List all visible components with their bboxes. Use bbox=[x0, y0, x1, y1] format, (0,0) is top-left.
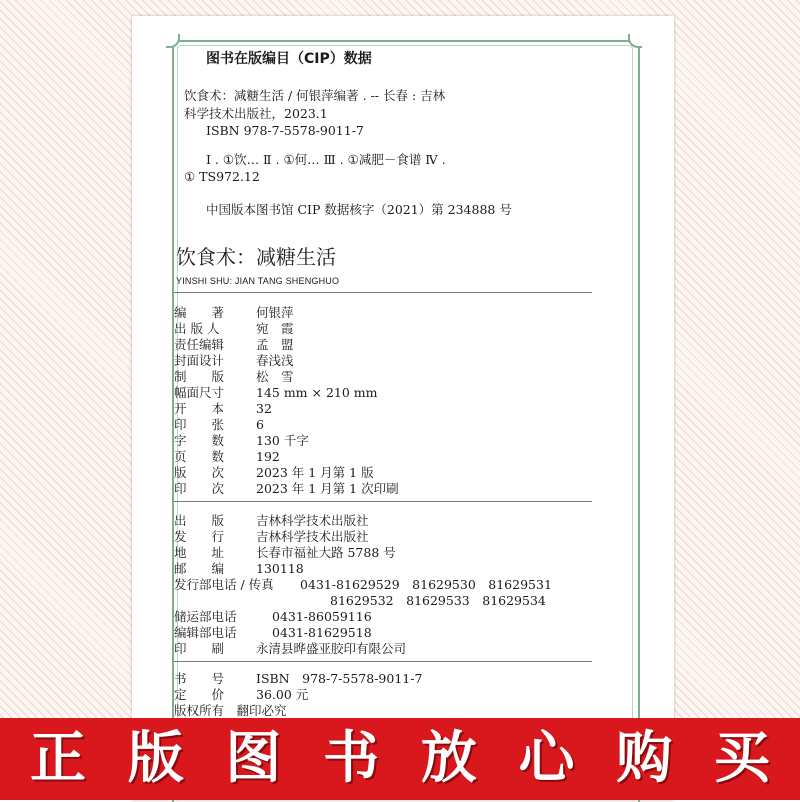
promo-banner bbox=[0, 718, 800, 800]
sales-phone-label: 发行部电话 / 传真 bbox=[174, 577, 274, 592]
cip-classification: Ⅰ . ①饮… Ⅱ . ①何… Ⅲ . ①减肥－食谱 Ⅳ . bbox=[206, 152, 446, 167]
banner-char: 心 bbox=[518, 726, 575, 791]
banner-char: 放 bbox=[420, 726, 477, 791]
divider bbox=[174, 661, 592, 662]
cip-classification: ① TS972.12 bbox=[184, 169, 260, 184]
cip-isbn: ISBN 978-7-5578-9011-7 bbox=[206, 123, 364, 138]
copyright-notice: 版权所有 翻印必究 bbox=[174, 703, 287, 718]
divider bbox=[174, 501, 592, 502]
copyright-page: 图书在版编目（CIP）数据 饮食术：减糖生活 / 何银萍编著 . -- 长春 : 吉林 科学技术出版社，2023.1 ISBN 978-7-5578-9011-7 Ⅰ . ①饮… Ⅱ . ①何… Ⅲ . ①减肥－食谱 Ⅳ . ① TS972.12 中国版本图书馆 CIP 数据核字（2021）第 234888 号 饮食术：减糖生活 YINSHI SHU: JIAN TANG SHENGHUO 编 著 何银萍 出 版 人 宛 霞 责任编辑 孟 盟 封面设计 春浅浅 制 版 松 雪 幅面尺寸 145 mm × 210 mm 开 本 32 印 张 6 字 数 130 千字 页 数 192 版 次 2023 年 1 月第 1 版 印 次 2023 年 1 月第 1 次印刷 出 版 吉林科学技术出版社 发 行 吉林科学技术出版社 地 址 长春市福祉大路 5788 号 邮 编 130118 发行部电话 / 传真 0431-81629529 81629530 81629531 81629532 81629533 81629534 储运部电话 0431-86059116 编辑部电话 0431-81629518 印 刷 永清县晔盛亚胶印有限公司 书 号 ISBN 978-7-5578-9011-7 定 价 36.00 元 版权所有 翻印必究 bbox=[132, 16, 674, 800]
cip-line: 饮食术：减糖生活 / 何银萍编著 . -- 长春 : 吉林 bbox=[184, 88, 446, 103]
cip-line: 科学技术出版社，2023.1 bbox=[184, 106, 328, 121]
banner-char: 购 bbox=[616, 726, 673, 791]
banner-char: 正 bbox=[30, 726, 86, 791]
book-title-pinyin: YINSHI SHU: JIAN TANG SHENGHUO bbox=[176, 276, 340, 286]
banner-char: 版 bbox=[127, 726, 184, 791]
banner-char: 买 bbox=[713, 726, 770, 791]
cip-heading: 图书在版编目（CIP）数据 bbox=[206, 51, 372, 67]
cip-record-number: 中国版本图书馆 CIP 数据核字（2021）第 234888 号 bbox=[206, 202, 512, 217]
banner-char: 书 bbox=[323, 726, 380, 791]
sales-phone-numbers: 0431-81629529 81629530 81629531 bbox=[300, 577, 552, 592]
divider bbox=[174, 292, 592, 293]
sales-phone-numbers: 81629532 81629533 81629534 bbox=[330, 593, 546, 608]
banner-char: 图 bbox=[225, 726, 282, 791]
book-title: 饮食术：减糖生活 bbox=[176, 245, 336, 269]
promo-banner-text bbox=[0, 718, 800, 800]
